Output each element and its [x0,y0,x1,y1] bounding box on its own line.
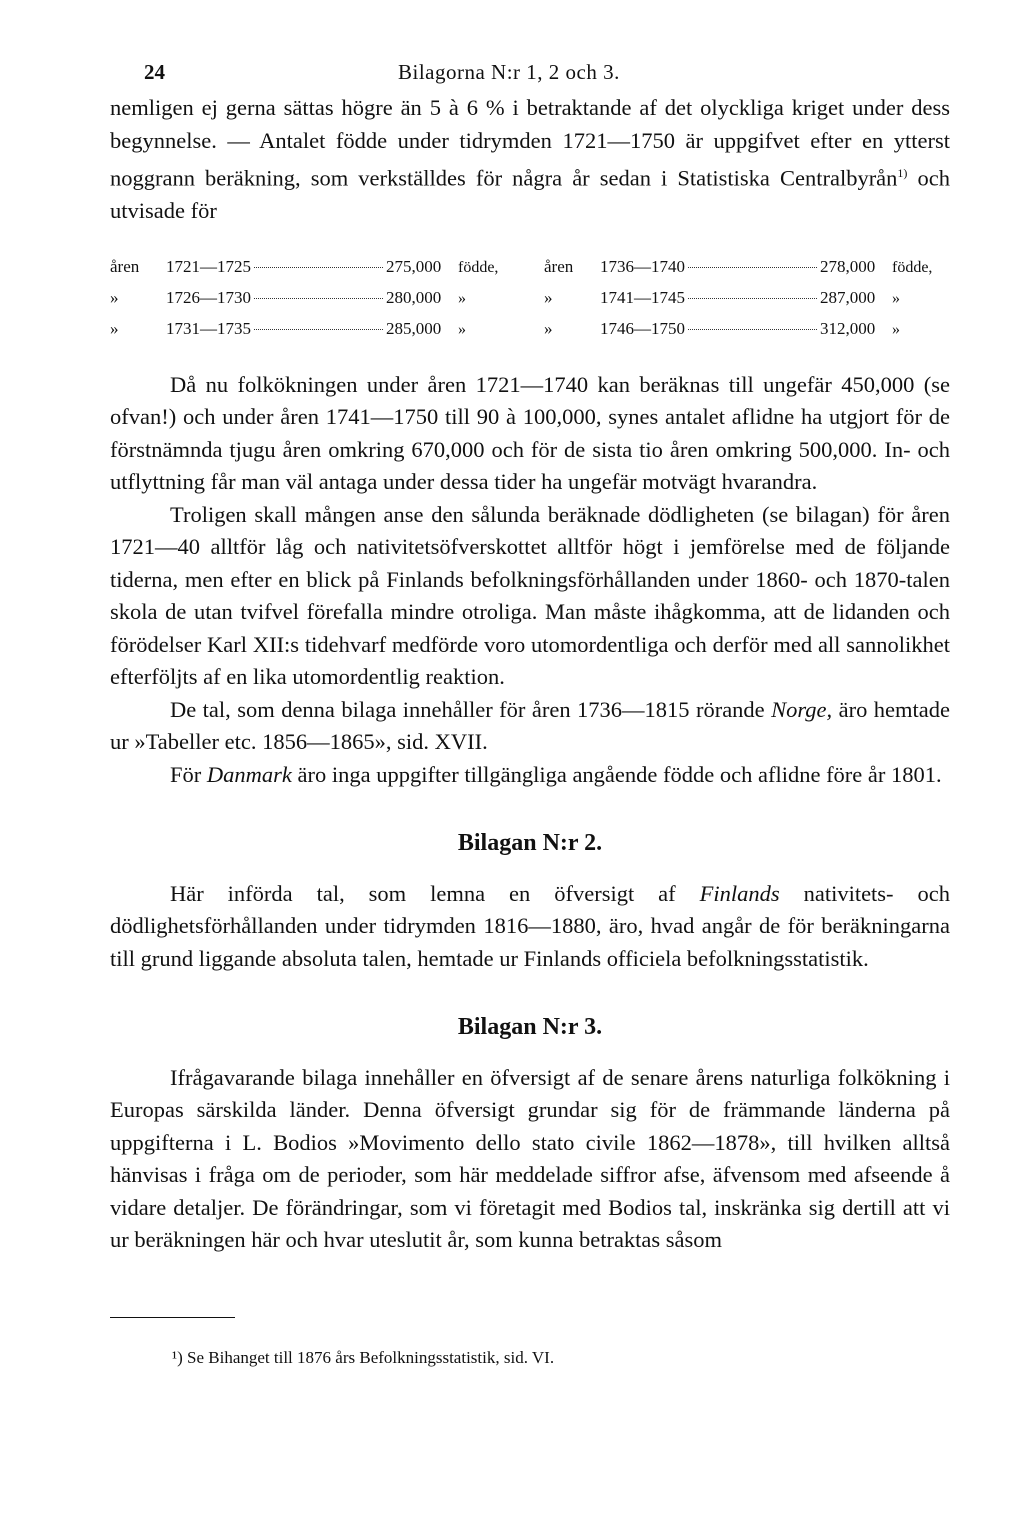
row-lead: » [110,287,119,307]
leader-dots [688,267,817,268]
row-value: 285,000 [386,318,442,338]
intro-text: nemligen ej gerna sättas högre än 5 à 6 % i betraktande af det olyckliga kriget under dess begynnelse. — Antalet födde under tidrymden 1721—1750 är uppgifvet efter en ytterst noggrann beräkning, som verkställdes för några år sedan i Statistiska Centralbyrån [110,95,950,191]
page-number: 24 [144,60,165,84]
births-table [110,252,950,345]
footnote-reference: 1) [897,166,908,180]
row-years: 1746—1750 [600,318,685,338]
intro-paragraph [110,92,950,228]
row-unit: » [458,289,466,307]
section-paragraph [110,878,950,976]
country-name-emphasis: Norge, [771,696,833,722]
section-paragraph: Ifrågavarande bilaga innehåller en öfversigt af de senare årens naturliga folkökning i Europas särskilda länder. Denna öfversigt grundar sig för de främmande länderna på uppgifterna i L. Bodios »Movimento dello stato civile 1862—1878», till hvilken alltså hänvisas i fråga om de perioder, som här meddelade siffror afse, äfvensom med afseende å vidare detaljer. De förändringar, som vi företagit med Bodios tal, inskränka sig dertill att vi ur beräkningen här och hvar uteslutit år, som kunna betraktas såsom [110,1064,950,1252]
document-page [110,52,950,1374]
footnote [172,1342,950,1375]
births-row [544,314,950,345]
row-value: 275,000 [386,256,442,276]
paragraph-text: För [170,761,207,787]
row-lead: åren [544,256,574,276]
row-years: 1721—1725 [166,256,251,276]
body-paragraph [110,694,950,759]
row-lead: » [544,318,553,338]
paragraph-text: nativitets- och dödlighetsförhållanden under tidrymden 1816—1880, äro, hvad angår de för beräkningarna till grund liggande absoluta talen, hemtade ur Finlands officiela befolkningsstatistik. [110,880,950,971]
row-years: 1726—1730 [166,287,251,307]
row-unit: » [458,320,466,338]
running-head [110,52,950,92]
leader-dots [254,298,383,299]
leader-dots [254,267,383,268]
row-value: 278,000 [820,256,876,276]
row-value: 287,000 [820,287,876,307]
births-row [110,314,516,345]
row-unit: » [892,289,900,307]
births-table-right-column [544,252,950,345]
leader-dots [688,329,817,330]
section-heading: Bilagan N:r 3. [457,1014,603,1040]
row-years: 1736—1740 [600,256,685,276]
leader-dots [688,298,817,299]
body-paragraph: Troligen skall mången anse den sålunda beräknade dödligheten (se bilagan) för åren 1721—40 alltför låg och nativitetsöfverskottet alltför högt i jemförelse med de följande tiderna, men efter en blick på Finlands befolkningsförhållanden under 1860- och 1870-talen skola de utan tvifvel förefalla mindre otroliga. Man måste ihågkomma, att de lidanden och förödelser Karl XII:s tidehvarf medförde voro utomordentliga och derför med all sannolikhet efterföljts af en lika utomordentlig reaktion. [110,501,950,689]
births-row [110,283,516,314]
births-row [544,283,950,314]
row-years: 1741—1745 [600,287,685,307]
section-heading: Bilagan N:r 2. [457,830,603,856]
footnote-text: Se Bihanget till 1876 års Befolkningsstatistik, sid. VI. [187,1347,555,1367]
footnote-divider [110,1317,235,1318]
row-unit: » [892,320,900,338]
paragraph-text: äro hemtade ur »Tabeller etc. 1856—1865», sid. XVII. [110,696,951,754]
row-lead: » [110,318,119,338]
births-table-left-column [110,252,516,345]
row-lead: åren [110,256,140,276]
row-unit: födde, [892,258,933,276]
footnote-mark: ¹) [172,1347,183,1367]
paragraph-text: äro inga uppgifter tillgängliga angående födde och aflidne före år 1801. [291,761,942,787]
row-value: 280,000 [386,287,442,307]
country-name-emphasis: Finlands [699,880,780,906]
paragraph-text: Här införda tal, som lemna en öfversigt af [170,880,700,906]
row-value: 312,000 [820,318,876,338]
leader-dots [254,329,383,330]
intro-text-end: och utvisade för [110,165,950,223]
body-paragraph: Då nu folkökningen under åren 1721—1740 kan beräknas till ungefär 450,000 (se ofvan!) och under åren 1741—1750 till 90 à 100,000, synes antalet aflidne ha utgjort för de förstnämnda tjugu åren omkring 670,000 och för de sista tio åren omkring 500,000. In- och utflyttning får man väl antaga under dessa tider ha ungefär motvägt hvarandra. [110,371,950,494]
country-name-emphasis: Danmark [206,761,292,787]
row-unit: födde, [458,258,499,276]
body-paragraph [110,759,950,792]
paragraph-text: De tal, som denna bilaga innehåller för åren 1736—1815 rörande [170,696,772,722]
births-row [544,252,950,283]
row-years: 1731—1735 [166,318,251,338]
running-title: Bilagorna N:r 1, 2 och 3. [398,60,620,84]
births-row [110,252,516,283]
row-lead: » [544,287,553,307]
